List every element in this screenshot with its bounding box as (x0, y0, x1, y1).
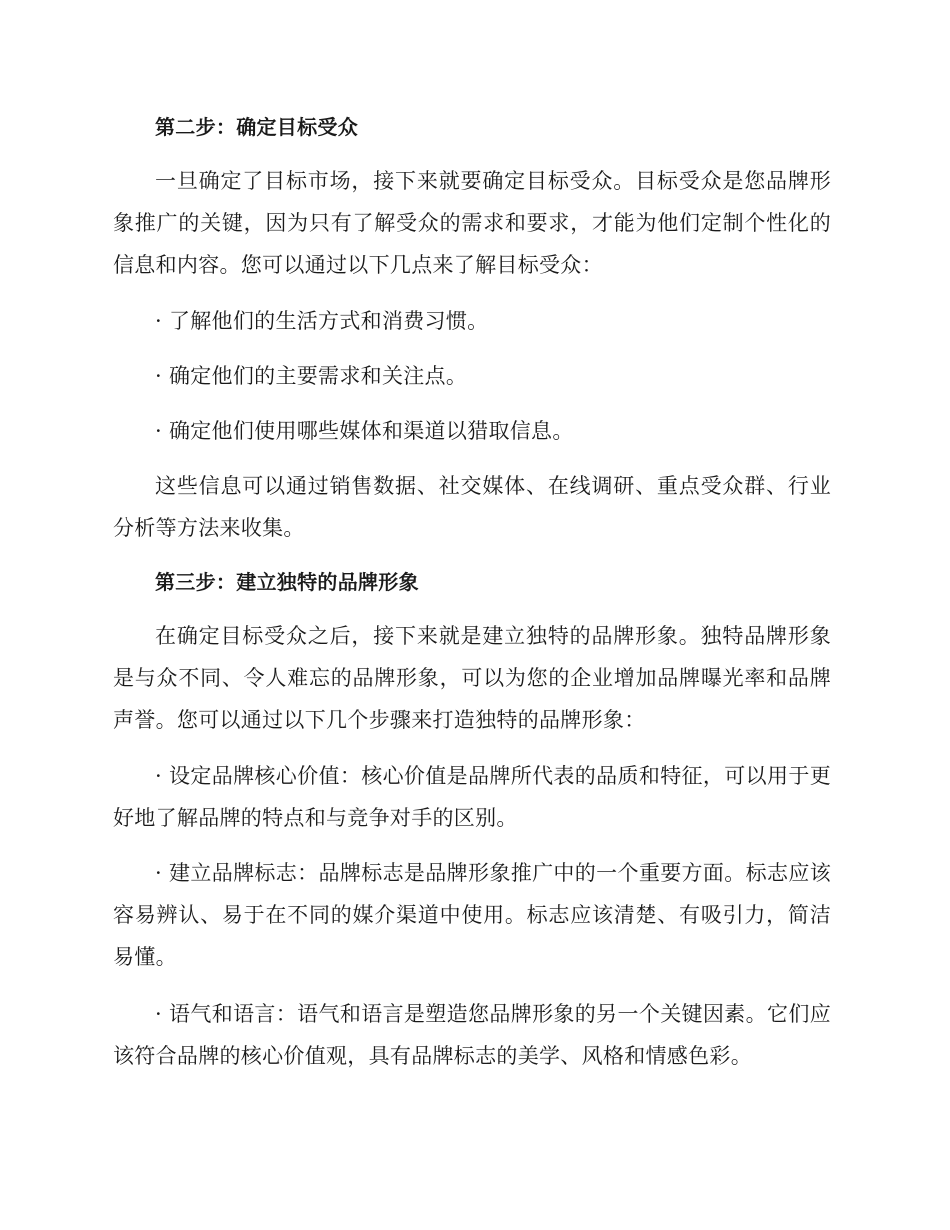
bullet-item: · 了解他们的生活方式和消费习惯。 (155, 309, 489, 333)
section-heading: 第三步：建立独特的品牌形象 (155, 570, 419, 594)
paragraph: 这些信息可以通过销售数据、社交媒体、在线调研、重点受众群、行业分析等方法来收集。 (113, 474, 831, 540)
section-heading: 第二步：确定目标受众 (155, 115, 358, 139)
bullet-item: · 确定他们的主要需求和关注点。 (155, 364, 468, 388)
bullet-item: · 设定品牌核心价值：核心价值是品牌所代表的品质和特征，可以用于更好地了解品牌的特点和与竞争对手的区别。 (113, 764, 831, 830)
paragraph: 一旦确定了目标市场，接下来就要确定目标受众。目标受众是您品牌形象推广的关键，因为只有了解受众的需求和要求，才能为他们定制个性化的信息和内容。您可以通过以下几点来了解目标受众： (113, 169, 831, 277)
bullet-item: · 语气和语言：语气和语言是塑造您品牌形象的另一个关键因素。它们应该符合品牌的核心价值观，具有品牌标志的美学、风格和情感色彩。 (113, 1002, 831, 1068)
bullet-item: · 建立品牌标志：品牌标志是品牌形象推广中的一个重要方面。标志应该容易辨认、易于在不同的媒介渠道中使用。标志应该清楚、有吸引力，简洁易懂。 (113, 861, 831, 969)
bullet-item: · 确定他们使用哪些媒体和渠道以猎取信息。 (155, 419, 574, 443)
paragraph: 在确定目标受众之后，接下来就是建立独特的品牌形象。独特品牌形象是与众不同、令人难忘的品牌形象，可以为您的企业增加品牌曝光率和品牌声誉。您可以通过以下几个步骤来打造独特的品牌形象： (113, 624, 831, 732)
